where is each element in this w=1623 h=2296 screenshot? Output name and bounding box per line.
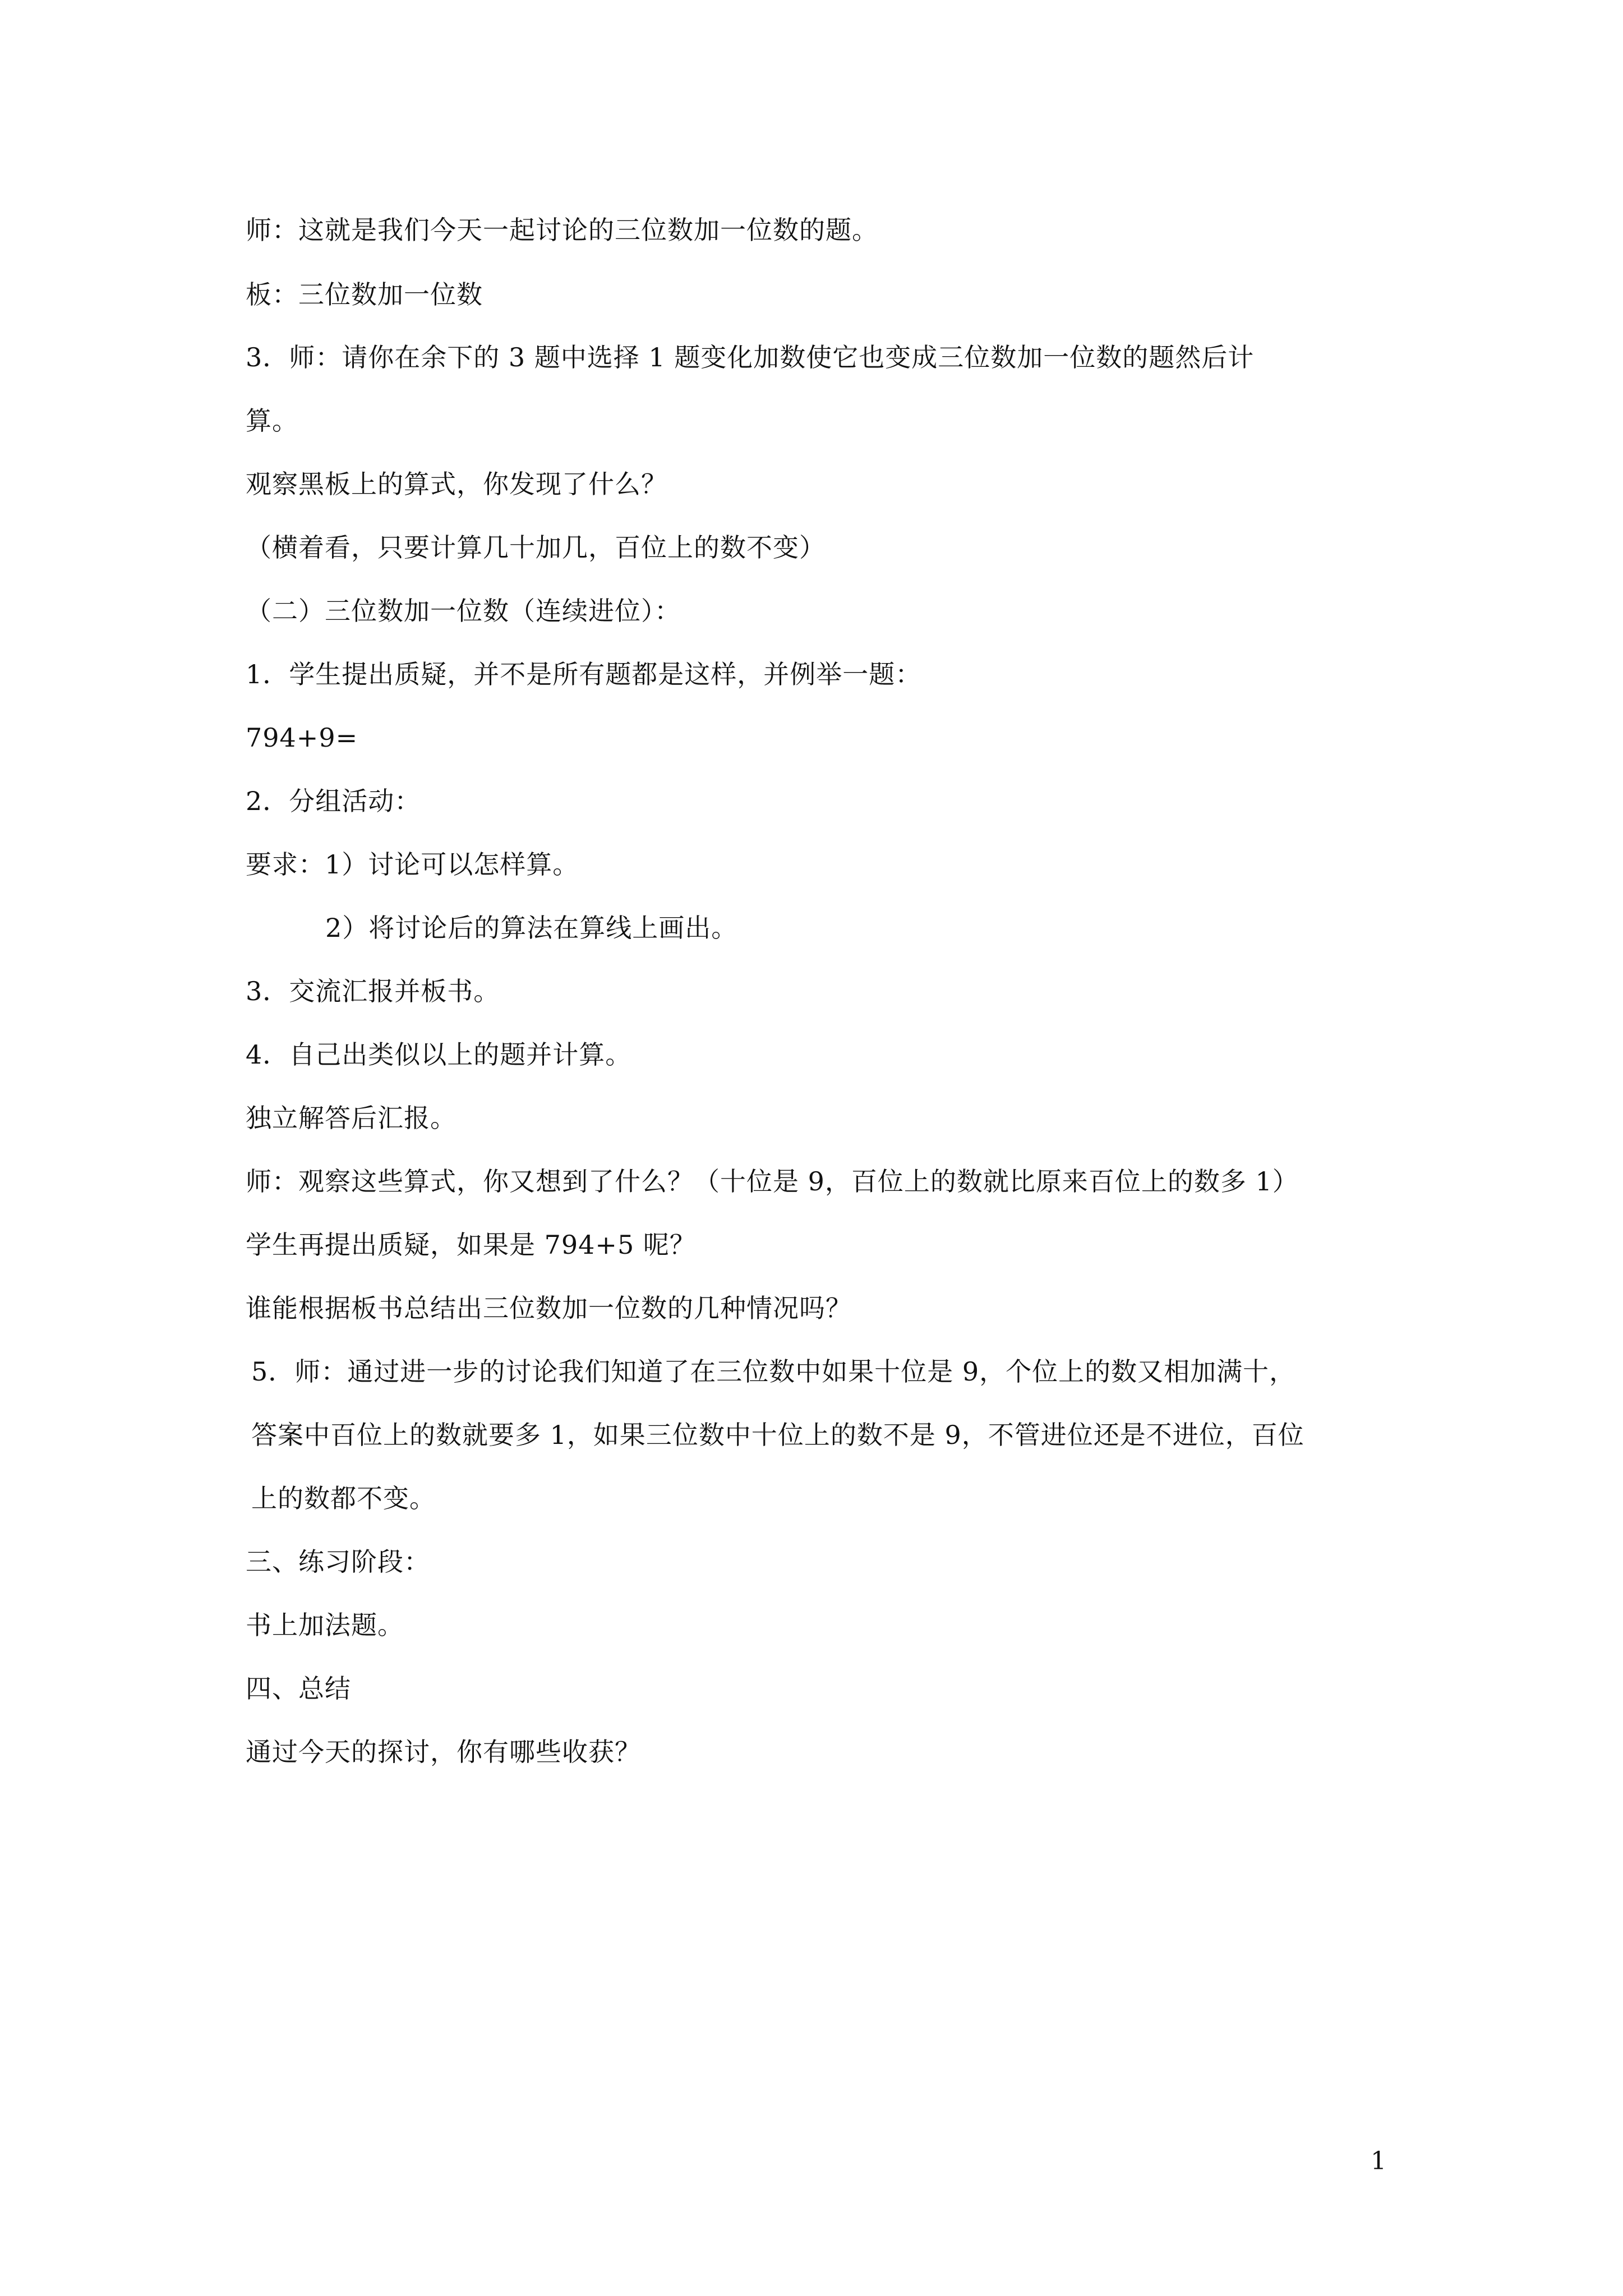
text-line-student-question: 1．学生提出质疑，并不是所有题都是这样，并例举一题： [246, 659, 922, 689]
text-line-own-problem: 4．自己出类似以上的题并计算。 [246, 1039, 632, 1070]
text-line-share-report: 3．交流汇报并板书。 [246, 976, 500, 1006]
text-line-teacher-observe: 师：观察这些算式，你又想到了什么？（十位是 9，百位上的数就比原来百位上的数多 1） [246, 1166, 1299, 1197]
text-line-book-problems: 书上加法题。 [246, 1610, 404, 1640]
text-line-independent-solve: 独立解答后汇报。 [246, 1103, 457, 1133]
text-line-summary-question: 通过今天的探讨，你有哪些收获？ [246, 1737, 641, 1767]
text-line-step-5: 5．师：通过进一步的讨论我们知道了在三位数中如果十位是 9，个位上的数又相加满十， [251, 1356, 1296, 1387]
page-number: 1 [1371, 2147, 1386, 2175]
section-heading-practice: 三、练习阶段： [246, 1547, 430, 1577]
section-heading-consecutive-carry: （二）三位数加一位数（连续进位）： [246, 596, 681, 626]
text-line-summarize-question: 谁能根据板书总结出三位数加一位数的几种情况吗？ [246, 1293, 852, 1323]
text-line-step-5-cont: 答案中百位上的数就要多 1，如果三位数中十位上的数不是 9，不管进位还是不进位，百位 [251, 1420, 1304, 1450]
text-line-teacher-intro: 师：这就是我们今天一起讨论的三位数加一位数的题。 [246, 215, 878, 245]
text-line-requirement-1: 要求：1）讨论可以怎样算。 [246, 849, 579, 880]
text-line-group-activity: 2．分组活动： [246, 786, 421, 816]
text-line-step-3: 3．师：请你在余下的 3 题中选择 1 题变化加数使它也变成三位数加一位数的题然后计 [246, 342, 1255, 372]
text-line-board-title: 板：三位数加一位数 [246, 279, 483, 310]
section-heading-summary: 四、总结 [246, 1673, 351, 1704]
text-line-step-3-cont: 算。 [246, 406, 298, 436]
text-line-observe-answer: （横着看，只要计算几十加几，百位上的数不变） [246, 532, 826, 563]
text-line-student-question-2: 学生再提出质疑，如果是 794+5 呢？ [246, 1230, 696, 1260]
text-line-observe-question: 观察黑板上的算式，你发现了什么？ [246, 469, 667, 499]
text-line-requirement-2: 2）将讨论后的算法在算线上画出。 [325, 913, 738, 943]
text-line-example-equation: 794+9= [246, 723, 358, 753]
text-line-step-5-end: 上的数都不变。 [251, 1483, 436, 1513]
